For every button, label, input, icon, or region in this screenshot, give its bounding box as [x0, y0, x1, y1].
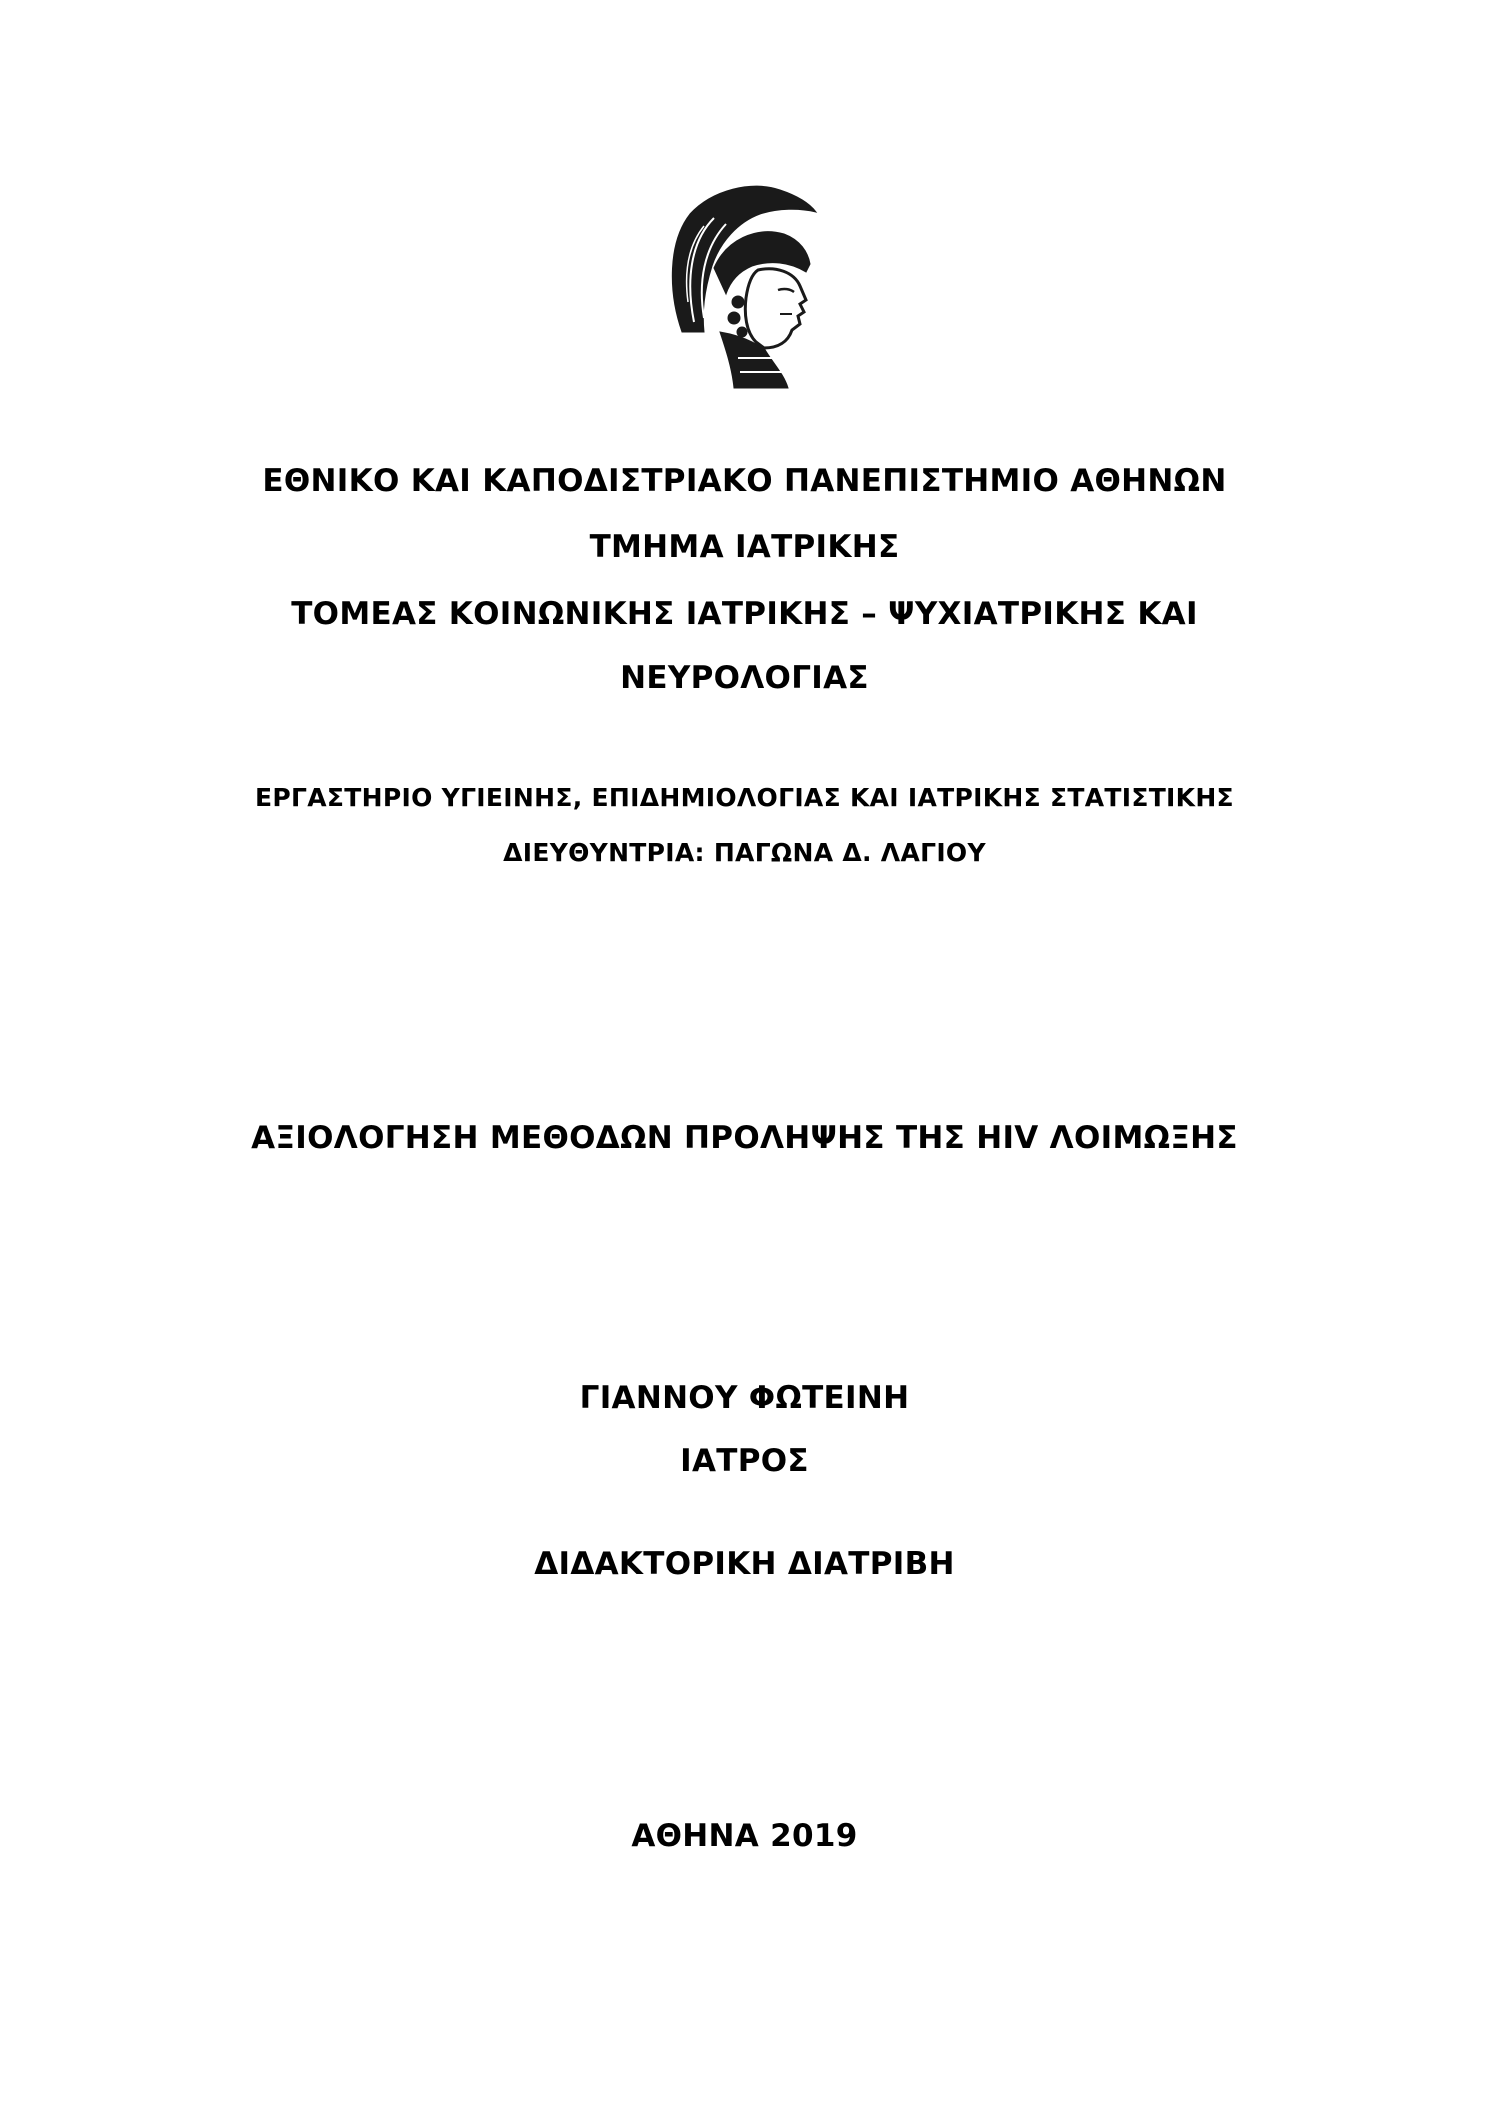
- place-and-year: ΑΘΗΝΑ 2019: [631, 1818, 858, 1854]
- laboratory-director: ΔΙΕΥΘΥΝΤΡΙΑ: ΠΑΓΩΝΑ Δ. ΛΑΓΙΟΥ: [503, 838, 986, 867]
- university-name: ΕΘΝΙΚΟ ΚΑΙ ΚΑΠΟΔΙΣΤΡΙΑΚΟ ΠΑΝΕΠΙΣΤΗΜΙΟ ΑΘΗΝΩΝ: [262, 463, 1227, 499]
- document-type: ΔΙΔΑΚΤΟΡΙΚΗ ΔΙΑΤΡΙΒΗ: [534, 1546, 955, 1582]
- thesis-title: ΑΞΙΟΛΟΓΗΣΗ ΜΕΘΟΔΩΝ ΠΡΟΛΗΨΗΣ ΤΗΣ HIV ΛΟΙΜΩΞΗΣ: [251, 1120, 1238, 1156]
- laboratory-name: ΕΡΓΑΣΤΗΡΙΟ ΥΓΙΕΙΝΗΣ, ΕΠΙΔΗΜΙΟΛΟΓΙΑΣ ΚΑΙ ΙΑΤΡΙΚΗΣ ΣΤΑΤΙΣΤΙΚΗΣ: [255, 783, 1234, 812]
- athena-head-emblem-icon: [660, 182, 830, 397]
- sector-name-line-2: ΝΕΥΡΟΛΟΓΙΑΣ: [620, 660, 869, 696]
- department-name: ΤΜΗΜΑ ΙΑΤΡΙΚΗΣ: [589, 529, 900, 565]
- author-name: ΓΙΑΝΝΟΥ ΦΩΤΕΙΝΗ: [579, 1380, 910, 1416]
- author-title: ΙΑΤΡΟΣ: [680, 1443, 809, 1479]
- sector-name-line-1: ΤΟΜΕΑΣ ΚΟΙΝΩΝΙΚΗΣ ΙΑΤΡΙΚΗΣ – ΨΥΧΙΑΤΡΙΚΗΣ ΚΑΙ: [291, 596, 1198, 632]
